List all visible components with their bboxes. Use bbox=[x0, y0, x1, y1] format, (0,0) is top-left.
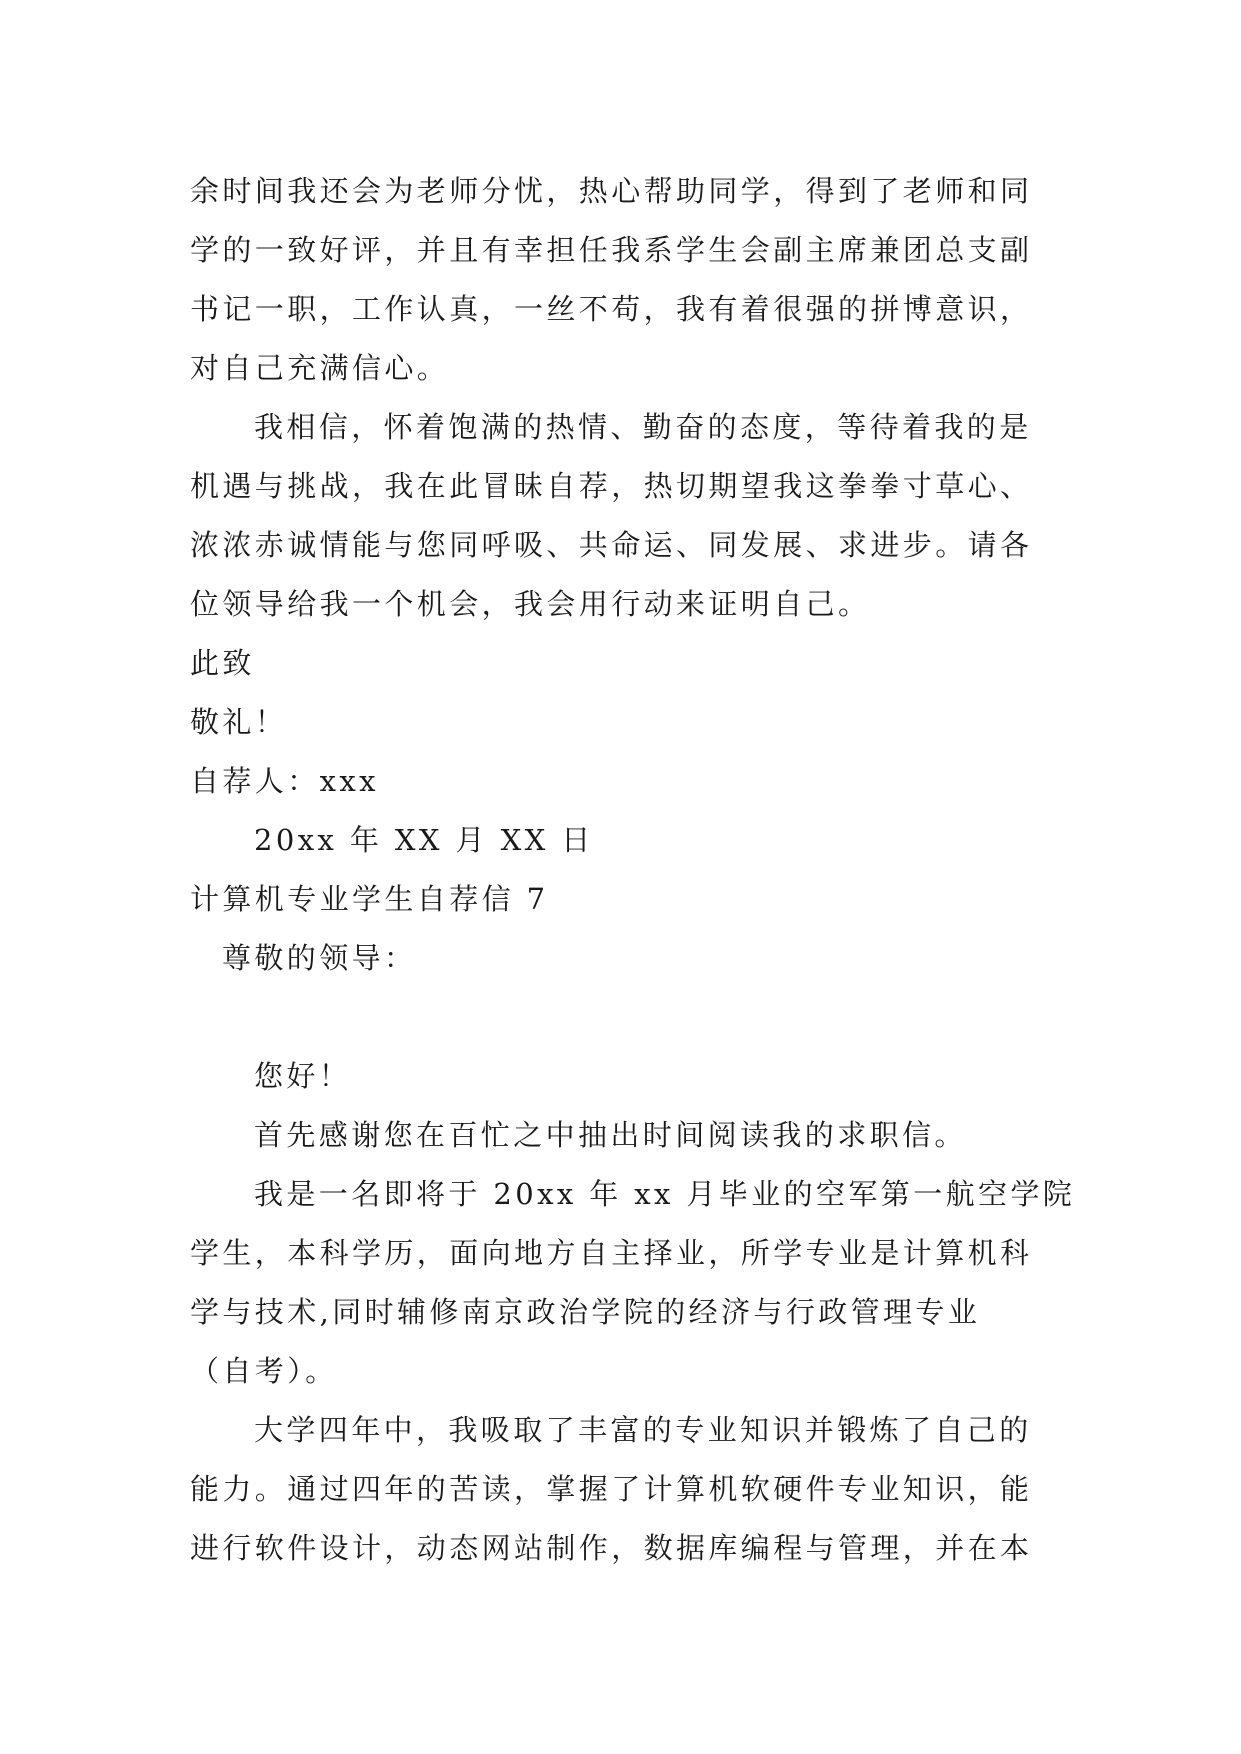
blank-line bbox=[190, 988, 1060, 1047]
paragraph-start-line: 我是一名即将于 20xx 年 xx 月毕业的空军第一航空学院 bbox=[254, 1177, 1076, 1211]
signature-line: 自荐人：xxx bbox=[190, 764, 379, 798]
text-line: （自考）。 bbox=[190, 1354, 338, 1388]
text-line: 进行软件设计，动态网站制作，数据库编程与管理，并在本 bbox=[190, 1531, 1033, 1565]
section-title: 计算机专业学生自荐信 7 bbox=[190, 882, 549, 916]
paragraph-start-line: 我相信，怀着饱满的热情、勤奋的态度，等待着我的是 bbox=[254, 410, 1032, 444]
text-line: 机遇与挑战，我在此冒昧自荐，热切期望我这拳拳寸草心、 bbox=[190, 469, 1033, 503]
text-line: 余时间我还会为老师分忧，热心帮助同学，得到了老师和同 bbox=[190, 174, 1033, 208]
greeting-line: 尊敬的领导： bbox=[222, 941, 417, 975]
text-line: 书记一职，工作认真，一丝不苟，我有着很强的拼博意识， bbox=[190, 292, 1033, 326]
text-line: 学与技术,同时辅修南京政治学院的经济与行政管理专业 bbox=[190, 1295, 981, 1329]
text-line: 浓浓赤诚情能与您同呼吸、共命运、同发展、求进步。请各 bbox=[190, 528, 1033, 562]
paragraph-start-line: 大学四年中，我吸取了丰富的专业知识并锻炼了自己的 bbox=[254, 1413, 1032, 1447]
text-line: 对自己充满信心。 bbox=[190, 351, 450, 385]
text-line: 能力。通过四年的苦读，掌握了计算机软硬件专业知识，能 bbox=[190, 1472, 1033, 1506]
date-line: 20xx 年 XX 月 XX 日 bbox=[254, 823, 594, 857]
closing-line: 此致 bbox=[190, 646, 255, 680]
salutation-line: 敬礼！ bbox=[190, 705, 288, 739]
text-line: 学的一致好评，并且有幸担任我系学生会副主席兼团总支副 bbox=[190, 233, 1033, 267]
text-line: 学生，本科学历，面向地方自主择业，所学专业是计算机科 bbox=[190, 1236, 1033, 1270]
text-line: 位领导给我一个机会，我会用行动来证明自己。 bbox=[190, 587, 871, 621]
document-body bbox=[190, 162, 1076, 1578]
greeting-line: 您好！ bbox=[254, 1059, 352, 1093]
paragraph-start-line: 首先感谢您在百忙之中抽出时间阅读我的求职信。 bbox=[254, 1118, 967, 1152]
